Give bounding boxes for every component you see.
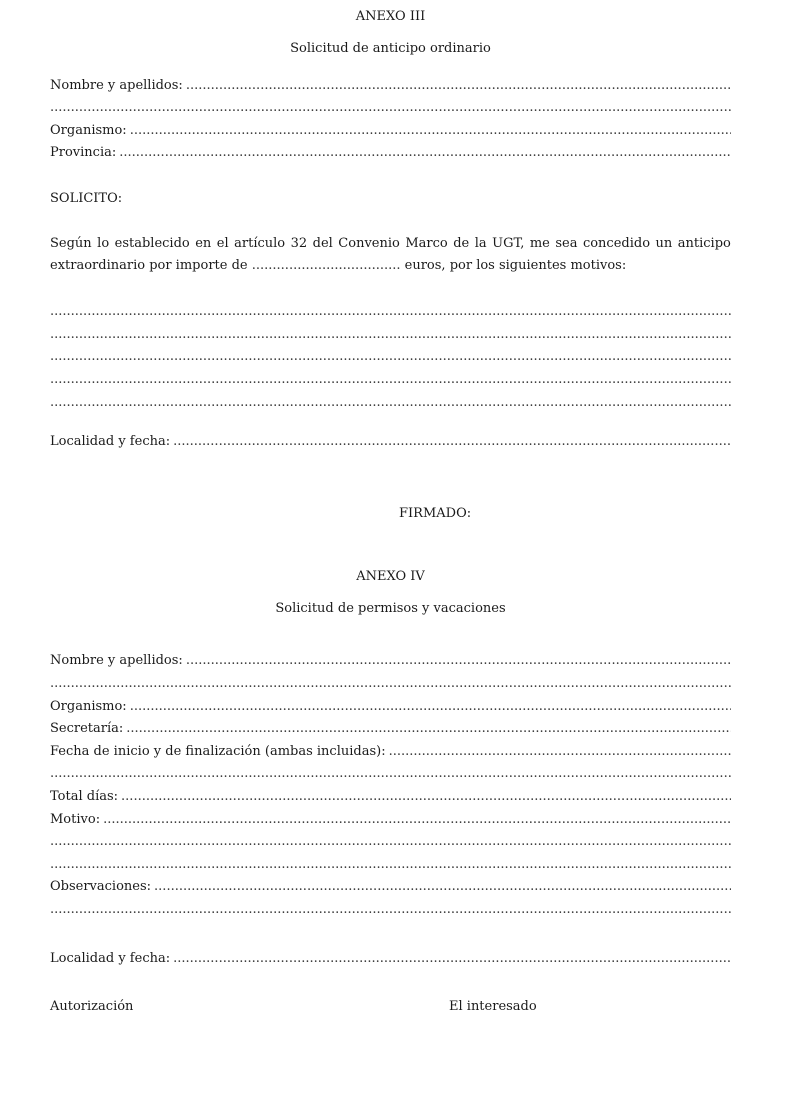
paragraph-word: en: [195, 236, 212, 251]
provincia-label: Provincia:: [50, 145, 117, 160]
annex4-motivo-field[interactable]: [50, 812, 731, 828]
fill-line: [130, 123, 731, 139]
authorization-label: Autorización: [50, 999, 134, 1014]
organismo-label: Organismo:: [50, 123, 127, 138]
fill-line: [50, 349, 731, 365]
paragraph-word: establecido: [114, 236, 190, 251]
organismo-label: Organismo:: [50, 699, 127, 714]
paragraph-word: artículo: [234, 236, 286, 251]
paragraph-suffix: euros, por los siguientes motivos:: [404, 258, 627, 273]
locality-label: Localidad y fecha:: [50, 951, 171, 966]
paragraph-word: Según: [50, 236, 92, 251]
annex4-secretaria-field[interactable]: [50, 721, 731, 737]
fill-line: [130, 699, 731, 715]
observaciones-label: Observaciones:: [50, 879, 152, 894]
locality-label: Localidad y fecha:: [50, 434, 171, 449]
interested-label: El interesado: [449, 999, 537, 1014]
fill-line: [50, 676, 731, 692]
name-label: Nombre y apellidos:: [50, 653, 183, 668]
fill-line: [389, 744, 731, 760]
fill-line: [50, 304, 731, 320]
fill-line: [50, 834, 731, 850]
solicito-label: SOLICITO:: [50, 191, 123, 206]
document-page: [50, 0, 731, 1094]
paragraph-word: de: [453, 236, 470, 251]
annex3-name-field-continued[interactable]: [50, 100, 731, 116]
motivo-line-4[interactable]: [50, 372, 731, 388]
motivo-line-3[interactable]: [50, 349, 731, 365]
paragraph-word: Marco: [405, 236, 448, 251]
annex4-name-field[interactable]: [50, 653, 731, 669]
annex3-subtitle: Solicitud de anticipo ordinario: [290, 41, 491, 56]
annex4-total-days-field[interactable]: [50, 789, 731, 805]
amount-blank[interactable]: ....................................: [251, 258, 401, 273]
fill-line: [50, 327, 731, 343]
annex4-locality-field[interactable]: [50, 951, 731, 967]
paragraph-word: UGT,: [492, 236, 525, 251]
fill-line: [50, 372, 731, 388]
paragraph-line-2: [50, 255, 731, 277]
annex3-provincia-field[interactable]: [50, 145, 731, 161]
paragraph-word: anticipo: [677, 236, 731, 251]
signed-label: FIRMADO:: [399, 506, 472, 521]
dates-label: Fecha de inicio y de finalización (ambas incluidas):: [50, 744, 386, 759]
annex4-observaciones-field[interactable]: [50, 879, 731, 895]
paragraph-word: me: [529, 236, 550, 251]
annex4-observaciones-line-2[interactable]: [50, 902, 731, 918]
annex4-dates-field-continued[interactable]: [50, 766, 731, 782]
annex3-paragraph: [50, 233, 731, 277]
motivo-line-5[interactable]: [50, 395, 731, 411]
motivo-line-1[interactable]: [50, 304, 731, 320]
fill-line: [126, 721, 731, 737]
annex4-dates-field[interactable]: [50, 744, 731, 760]
paragraph-word: del: [312, 236, 333, 251]
paragraph-line-1: [50, 233, 731, 255]
paragraph-word: lo: [97, 236, 110, 251]
annex4-organismo-field[interactable]: [50, 699, 731, 715]
paragraph-word: concedido: [582, 236, 651, 251]
fill-line: [186, 653, 731, 669]
paragraph-word: 32: [290, 236, 308, 251]
fill-line: [103, 812, 731, 828]
fill-line: [50, 100, 731, 116]
annex3-organismo-field[interactable]: [50, 123, 731, 139]
fill-line: [50, 395, 731, 411]
annex4-motivo-line-2[interactable]: [50, 834, 731, 850]
annex3-locality-field[interactable]: [50, 434, 731, 450]
annex3-heading: ANEXO III: [355, 9, 426, 24]
fill-line: [121, 789, 731, 805]
annex4-name-field-continued[interactable]: [50, 676, 731, 692]
paragraph-word: el: [216, 236, 229, 251]
name-label: Nombre y apellidos:: [50, 78, 183, 93]
total-days-label: Total días:: [50, 789, 119, 804]
secretaria-label: Secretaría:: [50, 721, 124, 736]
fill-line: [173, 434, 731, 450]
paragraph-word: Convenio: [338, 236, 400, 251]
fill-line: [173, 951, 731, 967]
motivo-label: Motivo:: [50, 812, 101, 827]
annex4-subtitle: Solicitud de permisos y vacaciones: [275, 601, 506, 616]
annex3-name-field[interactable]: [50, 78, 731, 94]
fill-line: [50, 902, 731, 918]
paragraph-word: un: [655, 236, 673, 251]
paragraph-prefix: extraordinario por importe de: [50, 258, 248, 273]
fill-line: [119, 145, 731, 161]
annex4-heading: ANEXO IV: [356, 569, 425, 584]
fill-line: [50, 857, 731, 873]
annex4-motivo-line-3[interactable]: [50, 857, 731, 873]
paragraph-word: la: [474, 236, 487, 251]
fill-line: [50, 766, 731, 782]
motivo-line-2[interactable]: [50, 327, 731, 343]
paragraph-word: sea: [555, 236, 578, 251]
fill-line: [186, 78, 731, 94]
fill-line: [154, 879, 731, 895]
